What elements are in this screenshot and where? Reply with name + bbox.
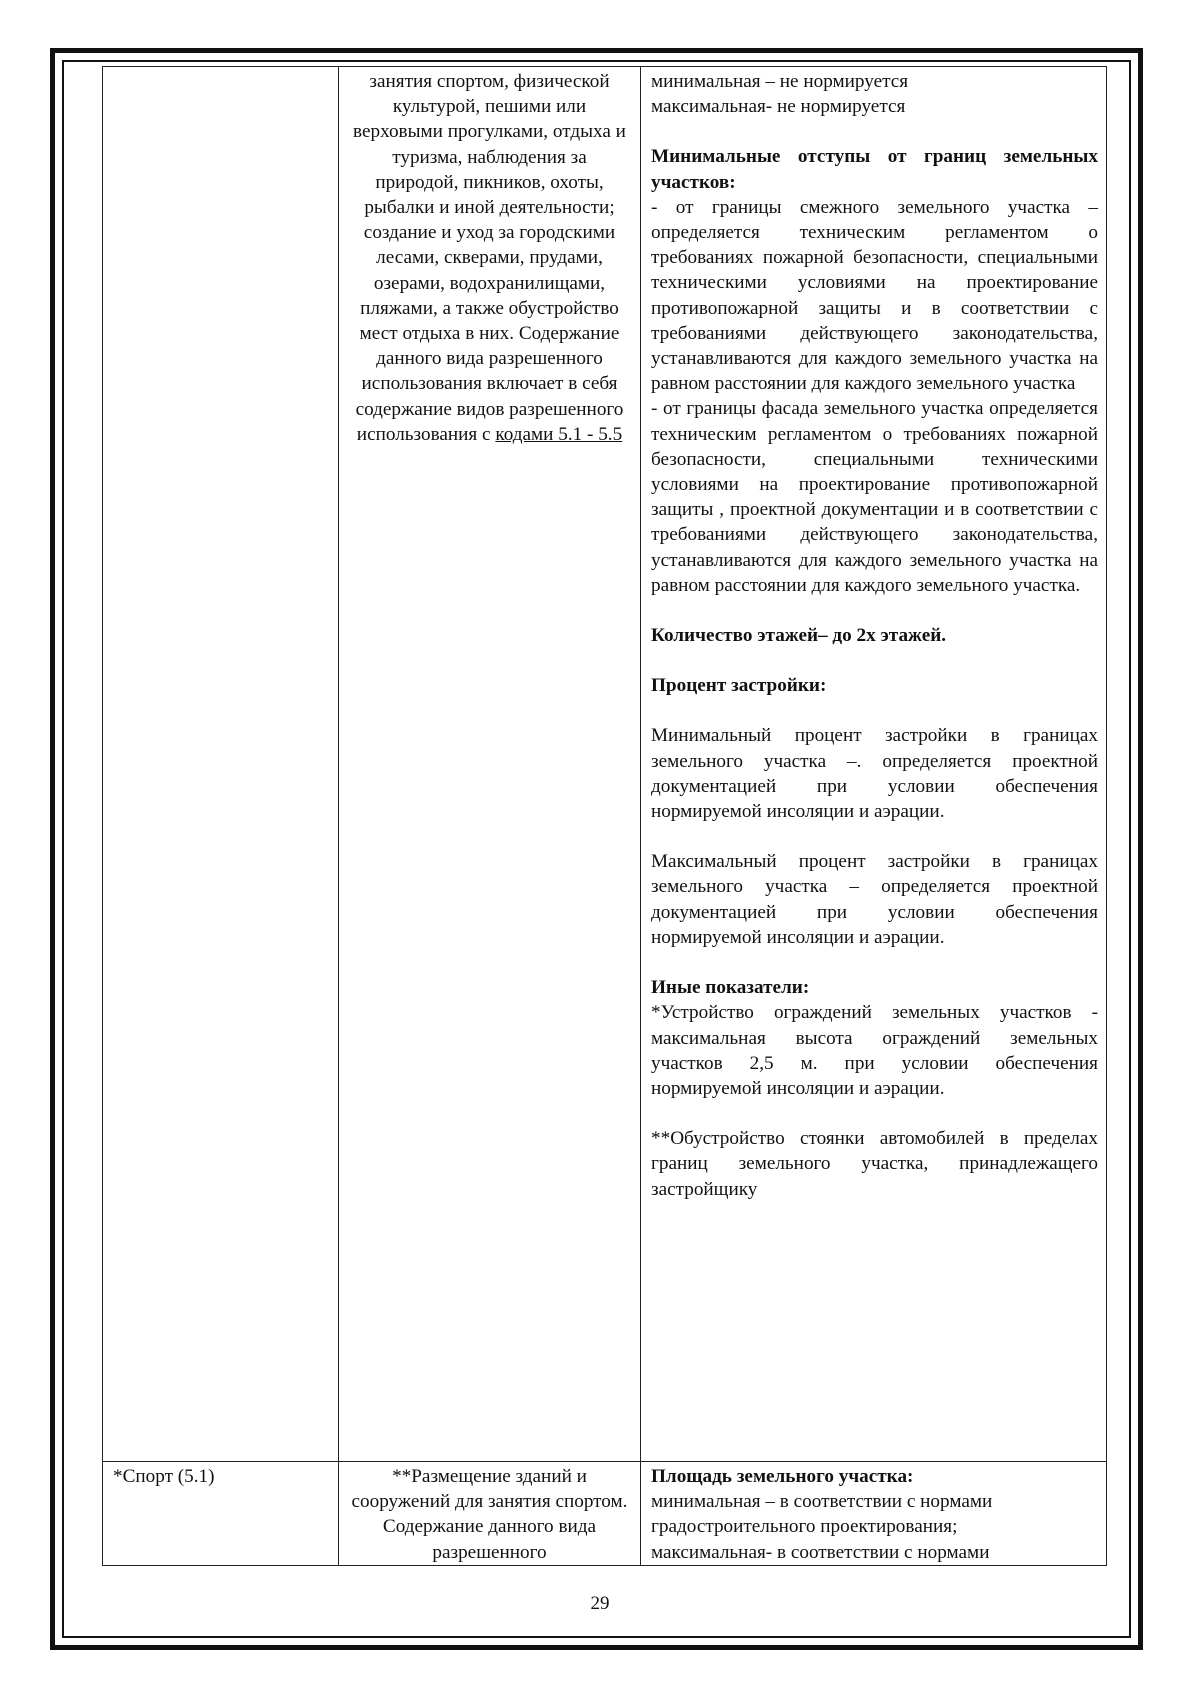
row1-description: занятия спортом, физической культурой, пешими или верховыми прогулками, отдыха и туризма, наблюдения за природой, пикников, охоты, рыбалки и иной деятельности; создание и уход за городскими лесами, скверами, прудами, озерами, водохранилищами, пляжами, а также обустройство мест отдыха в них. Содержание данного вида разрешенного использования включает в себя содержание видов разрешенного использования с [353,71,626,445]
row1-description-cell [339,67,641,1462]
setback-adjacent: - от границы смежного земельного участка – определяется техническим регламентом о требованиях пожарной безопасности, специальными техническими условиями на проектирование противопожарной защиты и в соответствии с требованиями действующего законодательства, устанавливаются для каждого земельного участка на равном расстоянии для каждого земельного участка [651,196,1098,395]
row2-parameters-cell [641,1462,1107,1566]
fence-rule: *Устройство ограждений земельных участков - максимальная высота ограждений земельных участков 2,5 м. при условии обеспечения нормируемой инсоляции и аэрации. [651,1002,1098,1099]
row2-area-min: минимальная – в соответствии с нормами градостроительного проектирования; [651,1491,993,1538]
row2-description-cell [339,1462,641,1566]
row1-parameters-cell [641,67,1107,1462]
setbacks-heading: Минимальные отступы от границ земельных участков: [651,146,1098,193]
coverage-max: Максимальный процент застройки в границах земельного участка – определяется проектной документацией при условии обеспечения нормируемой инсоляции и аэрации. [651,851,1098,948]
row2-description: **Размещение зданий и сооружений для занятия спортом. Содержание данного вида разрешенного [351,1466,628,1563]
codes-link[interactable]: кодами 5.1 - 5.5 [495,423,623,445]
row2-area-max: максимальная- в соответствии с нормами [651,1541,990,1563]
floors-limit: Количество этажей– до 2х этажей. [651,625,947,647]
row2-use-name: *Спорт (5.1) [113,1466,215,1487]
parking-rule: **Обустройство стоянки автомобилей в пределах границ земельного участка, принадлежащего застройщику [651,1128,1098,1200]
setback-facade: - от границы фасада земельного участка определяется техническим регламентом о требованиях пожарной безопасности, специальными техническими условиями на проектирование противопожарной защиты , проектной документации и в соответствии с требованиями действующего законодательства, устанавливаются для каждого земельного участка на равном расстоянии для каждого земельного участка. [651,398,1098,596]
table-row [103,1462,1107,1566]
area-min-line: минимальная – не нормируется [651,71,909,92]
table-row [103,67,1107,1462]
area-max-line: максимальная- не нормируется [651,96,906,118]
area-heading: Площадь земельного участка: [651,1466,914,1487]
page-number: 29 [590,1593,610,1614]
row1-use-name-cell [103,67,339,1462]
coverage-min: Минимальный процент застройки в границах земельного участка –. определяется проектной документацией при условии обеспечения нормируемой инсоляции и аэрации. [651,725,1098,823]
regulations-table [102,66,1107,1566]
other-indicators-heading: Иные показатели: [651,977,810,999]
row2-use-name-cell [103,1462,339,1566]
coverage-heading: Процент застройки: [651,675,827,697]
